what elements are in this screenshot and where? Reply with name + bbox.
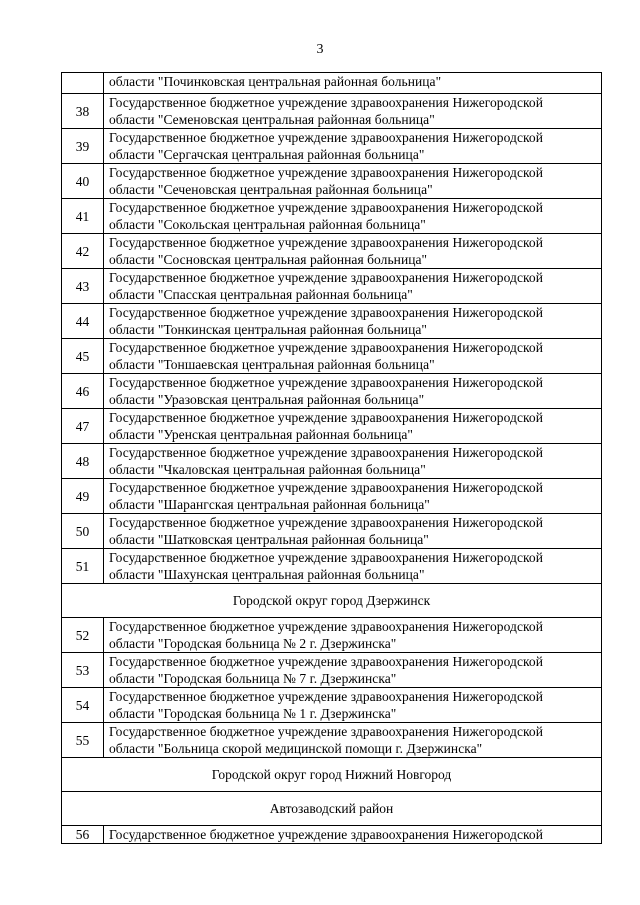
institution-name-line-1: Государственное бюджетное учреждение здравоохранения Нижегородской xyxy=(109,95,543,110)
table-row xyxy=(62,129,602,164)
institution-name-line-1: Государственное бюджетное учреждение здравоохранения Нижегородской xyxy=(109,410,543,425)
institution-name-line-1: Государственное бюджетное учреждение здравоохранения Нижегородской xyxy=(109,689,543,704)
row-number: 54 xyxy=(62,688,104,723)
table-row xyxy=(62,409,602,444)
section-header-row xyxy=(62,758,602,792)
institution-name-line-2: области "Больница скорой медицинской помощи г. Дзержинска" xyxy=(109,741,483,756)
table-row xyxy=(62,479,602,514)
row-number: 38 xyxy=(62,94,104,129)
table-row xyxy=(62,723,602,758)
institution-name xyxy=(104,234,602,269)
table-row xyxy=(62,374,602,409)
institution-name-line-2: области "Сокольская центральная районная больница" xyxy=(109,217,426,232)
institution-name-line-2: области "Шарангская центральная районная больница" xyxy=(109,497,430,512)
institution-name xyxy=(104,723,602,758)
institution-name-line-1: Государственное бюджетное учреждение здравоохранения Нижегородской xyxy=(109,480,543,495)
institution-name xyxy=(104,514,602,549)
institution-name xyxy=(104,688,602,723)
institution-name-line-2: области "Сосновская центральная районная больница" xyxy=(109,252,428,267)
section-title: Городской округ город Дзержинск xyxy=(62,584,602,618)
table-row xyxy=(62,199,602,234)
institution-name xyxy=(104,618,602,653)
row-number: 40 xyxy=(62,164,104,199)
row-number: 55 xyxy=(62,723,104,758)
row-number: 47 xyxy=(62,409,104,444)
section-title: Автозаводский район xyxy=(62,792,602,826)
row-number: 46 xyxy=(62,374,104,409)
row-number xyxy=(62,73,104,94)
table-row xyxy=(62,653,602,688)
institution-name xyxy=(104,653,602,688)
row-number: 52 xyxy=(62,618,104,653)
table-row xyxy=(62,73,602,94)
institution-name-line-2: области "Спасская центральная районная больница" xyxy=(109,287,413,302)
institution-name-line-1: Государственное бюджетное учреждение здравоохранения Нижегородской xyxy=(109,445,543,460)
institution-name-line-1: Государственное бюджетное учреждение здравоохранения Нижегородской xyxy=(109,340,543,355)
institution-name-line-2: области "Городская больница № 1 г. Дзержинска" xyxy=(109,706,397,721)
table-row xyxy=(62,269,602,304)
table-row xyxy=(62,234,602,269)
institution-name-line-2: области "Городская больница № 7 г. Дзержинска" xyxy=(109,671,397,686)
institution-name-line-1: Государственное бюджетное учреждение здравоохранения Нижегородской xyxy=(109,550,543,565)
institution-name-line-2: области "Уренская центральная районная больница" xyxy=(109,427,413,442)
row-number: 50 xyxy=(62,514,104,549)
institution-name-line-1: Государственное бюджетное учреждение здравоохранения Нижегородской xyxy=(109,619,543,634)
row-number: 56 xyxy=(62,826,104,844)
row-number: 51 xyxy=(62,549,104,584)
row-number: 53 xyxy=(62,653,104,688)
institution-name-line-1: области "Починковская центральная районная больница" xyxy=(109,74,442,89)
institution-name xyxy=(104,374,602,409)
institution-name xyxy=(104,94,602,129)
row-number: 44 xyxy=(62,304,104,339)
institution-name-line-1: Государственное бюджетное учреждение здравоохранения Нижегородской xyxy=(109,827,543,842)
institution-name-line-2: области "Сеченовская центральная районная больница" xyxy=(109,182,433,197)
institution-name xyxy=(104,409,602,444)
institution-name xyxy=(104,164,602,199)
institution-name-line-2: области "Чкаловская центральная районная больница" xyxy=(109,462,426,477)
row-number: 45 xyxy=(62,339,104,374)
page-number: 3 xyxy=(316,42,324,57)
institution-name xyxy=(104,269,602,304)
institution-name-line-1: Государственное бюджетное учреждение здравоохранения Нижегородской xyxy=(109,200,543,215)
hospital-list-table xyxy=(61,72,602,844)
table-row xyxy=(62,444,602,479)
institution-name-line-1: Государственное бюджетное учреждение здравоохранения Нижегородской xyxy=(109,235,543,250)
institution-name-line-1: Государственное бюджетное учреждение здравоохранения Нижегородской xyxy=(109,654,543,669)
institution-name-line-2: области "Уразовская центральная районная больница" xyxy=(109,392,425,407)
institution-name-line-1: Государственное бюджетное учреждение здравоохранения Нижегородской xyxy=(109,515,543,530)
table-body xyxy=(62,73,602,844)
row-number: 41 xyxy=(62,199,104,234)
row-number: 42 xyxy=(62,234,104,269)
institution-name xyxy=(104,199,602,234)
table-row xyxy=(62,339,602,374)
institution-name-line-2: области "Тоншаевская центральная районная больница" xyxy=(109,357,435,372)
institution-name xyxy=(104,304,602,339)
institution-name xyxy=(104,73,602,94)
table-row xyxy=(62,618,602,653)
institution-name xyxy=(104,339,602,374)
institution-name-line-1: Государственное бюджетное учреждение здравоохранения Нижегородской xyxy=(109,305,543,320)
institution-name-line-2: области "Шатковская центральная районная больница" xyxy=(109,532,429,547)
institution-name-line-2: области "Городская больница № 2 г. Дзержинска" xyxy=(109,636,397,651)
row-number: 39 xyxy=(62,129,104,164)
institution-name-line-2: области "Шахунская центральная районная больница" xyxy=(109,567,425,582)
section-header-row xyxy=(62,792,602,826)
institution-name-line-1: Государственное бюджетное учреждение здравоохранения Нижегородской xyxy=(109,724,543,739)
table-row xyxy=(62,304,602,339)
section-title: Городской округ город Нижний Новгород xyxy=(62,758,602,792)
institution-name xyxy=(104,479,602,514)
row-number: 48 xyxy=(62,444,104,479)
institution-name xyxy=(104,129,602,164)
institution-name-line-1: Государственное бюджетное учреждение здравоохранения Нижегородской xyxy=(109,270,543,285)
table-row xyxy=(62,688,602,723)
institution-name xyxy=(104,826,602,844)
section-header-row xyxy=(62,584,602,618)
table-row xyxy=(62,549,602,584)
row-number: 49 xyxy=(62,479,104,514)
table-row xyxy=(62,164,602,199)
institution-name-line-1: Государственное бюджетное учреждение здравоохранения Нижегородской xyxy=(109,375,543,390)
institution-name-line-2: области "Тонкинская центральная районная больница" xyxy=(109,322,427,337)
table-row xyxy=(62,514,602,549)
institution-name-line-2: области "Сергачская центральная районная больница" xyxy=(109,147,425,162)
institution-name-line-1: Государственное бюджетное учреждение здравоохранения Нижегородской xyxy=(109,130,543,145)
institution-name-line-1: Государственное бюджетное учреждение здравоохранения Нижегородской xyxy=(109,165,543,180)
institution-name xyxy=(104,549,602,584)
row-number: 43 xyxy=(62,269,104,304)
institution-name xyxy=(104,444,602,479)
institution-name-line-2: области "Семеновская центральная районная больница" xyxy=(109,112,435,127)
table-row xyxy=(62,826,602,844)
table-row xyxy=(62,94,602,129)
